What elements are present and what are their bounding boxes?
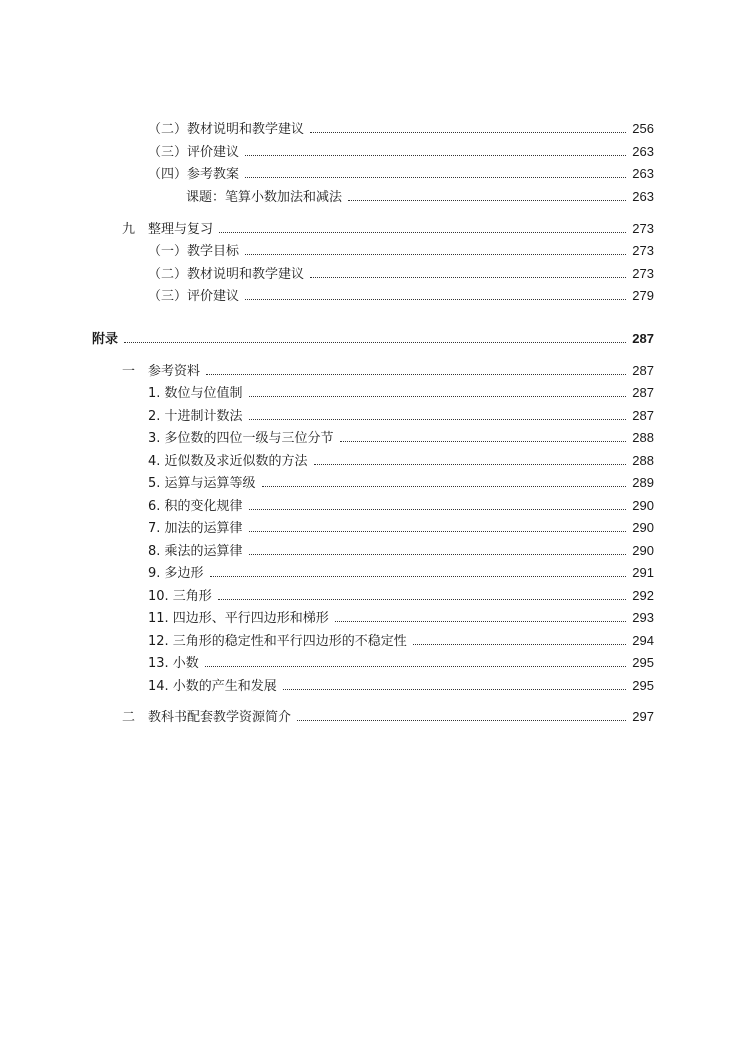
- dot-leader: [219, 232, 626, 233]
- toc-entry[interactable]: [148, 630, 654, 652]
- dot-leader: [249, 554, 627, 555]
- toc-entry-label: 8. 乘法的运算律: [148, 544, 243, 559]
- dot-leader: [310, 277, 626, 278]
- toc-entry-page: 291: [632, 565, 654, 580]
- dot-leader: [314, 464, 627, 465]
- toc-entry-label: 5. 运算与运算等级: [148, 476, 256, 491]
- toc-entry-page: 256: [632, 121, 654, 136]
- toc-entry[interactable]: [148, 405, 654, 427]
- dot-leader: [245, 254, 626, 255]
- dot-leader: [340, 441, 627, 442]
- toc-entry-label: 6. 积的变化规律: [148, 499, 243, 514]
- dot-leader: [310, 132, 626, 133]
- toc-entry-label: 10. 三角形: [148, 589, 212, 604]
- toc-entry[interactable]: [148, 472, 654, 494]
- toc-entry-page: 295: [632, 655, 654, 670]
- toc-entry-label: 二 教科书配套教学资源简介: [122, 710, 292, 725]
- toc-entry-page: 263: [632, 189, 654, 204]
- toc-entry[interactable]: [148, 163, 654, 185]
- dot-leader: [245, 177, 626, 178]
- toc-entry-page: 290: [632, 520, 654, 535]
- toc-entry-page: 297: [632, 709, 654, 724]
- toc-entry-page: 287: [632, 363, 654, 378]
- toc-entry[interactable]: [148, 450, 654, 472]
- toc-entry-label: （一）教学目标: [148, 244, 240, 259]
- toc-entry-label: 3. 多位数的四位一级与三位分节: [148, 431, 334, 446]
- toc-entry-page: 293: [632, 610, 654, 625]
- toc-entry-label: 9. 多边形: [148, 566, 204, 581]
- toc-entry-appendix[interactable]: [92, 328, 654, 350]
- toc-entry-label: 7. 加法的运算律: [148, 521, 243, 536]
- dot-leader: [210, 576, 627, 577]
- toc-entry-page: 279: [632, 288, 654, 303]
- dot-leader: [249, 396, 627, 397]
- toc-entry-page: 287: [632, 408, 654, 423]
- dot-leader: [205, 666, 626, 667]
- toc-entry-page: 294: [632, 633, 654, 648]
- toc-entry-label: 11. 四边形、平行四边形和梯形: [148, 611, 329, 626]
- toc-entry-page: 290: [632, 498, 654, 513]
- dot-leader: [218, 599, 626, 600]
- toc-entry-page: 273: [632, 243, 654, 258]
- dot-leader: [206, 374, 626, 375]
- dot-leader: [124, 342, 626, 343]
- toc-entry[interactable]: [148, 495, 654, 517]
- toc-entry-label: 2. 十进制计数法: [148, 409, 243, 424]
- toc-entry[interactable]: [148, 540, 654, 562]
- dot-leader: [297, 720, 626, 721]
- toc-entry[interactable]: [148, 585, 654, 607]
- toc-entry[interactable]: [148, 382, 654, 404]
- toc-entry[interactable]: [122, 360, 654, 382]
- toc-entry-page: 288: [632, 430, 654, 445]
- toc-entry[interactable]: [148, 240, 654, 262]
- dot-leader: [283, 689, 626, 690]
- dot-leader: [249, 509, 627, 510]
- dot-leader: [335, 621, 626, 622]
- toc-entry-label: 12. 三角形的稳定性和平行四边形的不稳定性: [148, 634, 407, 649]
- toc-entry-label: 课题：笔算小数加法和减法: [186, 190, 343, 205]
- toc-entry[interactable]: [122, 706, 654, 728]
- toc-entry[interactable]: [148, 141, 654, 163]
- toc-entry-page: 273: [632, 266, 654, 281]
- toc-entry[interactable]: [148, 517, 654, 539]
- toc-entry-label: 1. 数位与位值制: [148, 386, 243, 401]
- dot-leader: [262, 486, 627, 487]
- toc-entry-label: 一 参考资料: [122, 364, 201, 379]
- toc-entry[interactable]: [148, 562, 654, 584]
- dot-leader: [245, 299, 626, 300]
- toc-entry-label: 附录: [92, 332, 119, 347]
- toc-entry-page: 289: [632, 475, 654, 490]
- toc-entry-label: 13. 小数: [148, 656, 199, 671]
- toc-entry-label: （四）参考教案: [148, 167, 240, 182]
- toc-entry[interactable]: [148, 285, 654, 307]
- toc-entry[interactable]: [148, 427, 654, 449]
- toc-entry-page: 263: [632, 144, 654, 159]
- toc-entry-page: 292: [632, 588, 654, 603]
- toc-entry-page: 288: [632, 453, 654, 468]
- dot-leader: [249, 531, 627, 532]
- dot-leader: [413, 644, 626, 645]
- toc-entry-page: 263: [632, 166, 654, 181]
- toc-entry[interactable]: [122, 218, 654, 240]
- toc-entry-label: （二）教材说明和教学建议: [148, 267, 305, 282]
- toc-entry-label: 九 整理与复习: [122, 222, 214, 237]
- toc-entry[interactable]: [186, 186, 654, 208]
- dot-leader: [348, 200, 626, 201]
- toc-entry-label: （二）教材说明和教学建议: [148, 122, 305, 137]
- toc-entry[interactable]: [148, 263, 654, 285]
- toc-entry[interactable]: [148, 607, 654, 629]
- toc-entry[interactable]: [148, 652, 654, 674]
- toc-entry-page: 287: [632, 385, 654, 400]
- toc-entry-label: （三）评价建议: [148, 289, 240, 304]
- dot-leader: [249, 419, 627, 420]
- toc-entry-label: （三）评价建议: [148, 145, 240, 160]
- toc-entry-page: 295: [632, 678, 654, 693]
- dot-leader: [245, 155, 626, 156]
- toc-entry-page: 290: [632, 543, 654, 558]
- toc-entry-page: 287: [632, 331, 654, 346]
- toc-entry-page: 273: [632, 221, 654, 236]
- toc-entry-label: 14. 小数的产生和发展: [148, 679, 277, 694]
- toc-entry-label: 4. 近似数及求近似数的方法: [148, 454, 308, 469]
- toc-entry[interactable]: [148, 675, 654, 697]
- toc-entry[interactable]: [148, 118, 654, 140]
